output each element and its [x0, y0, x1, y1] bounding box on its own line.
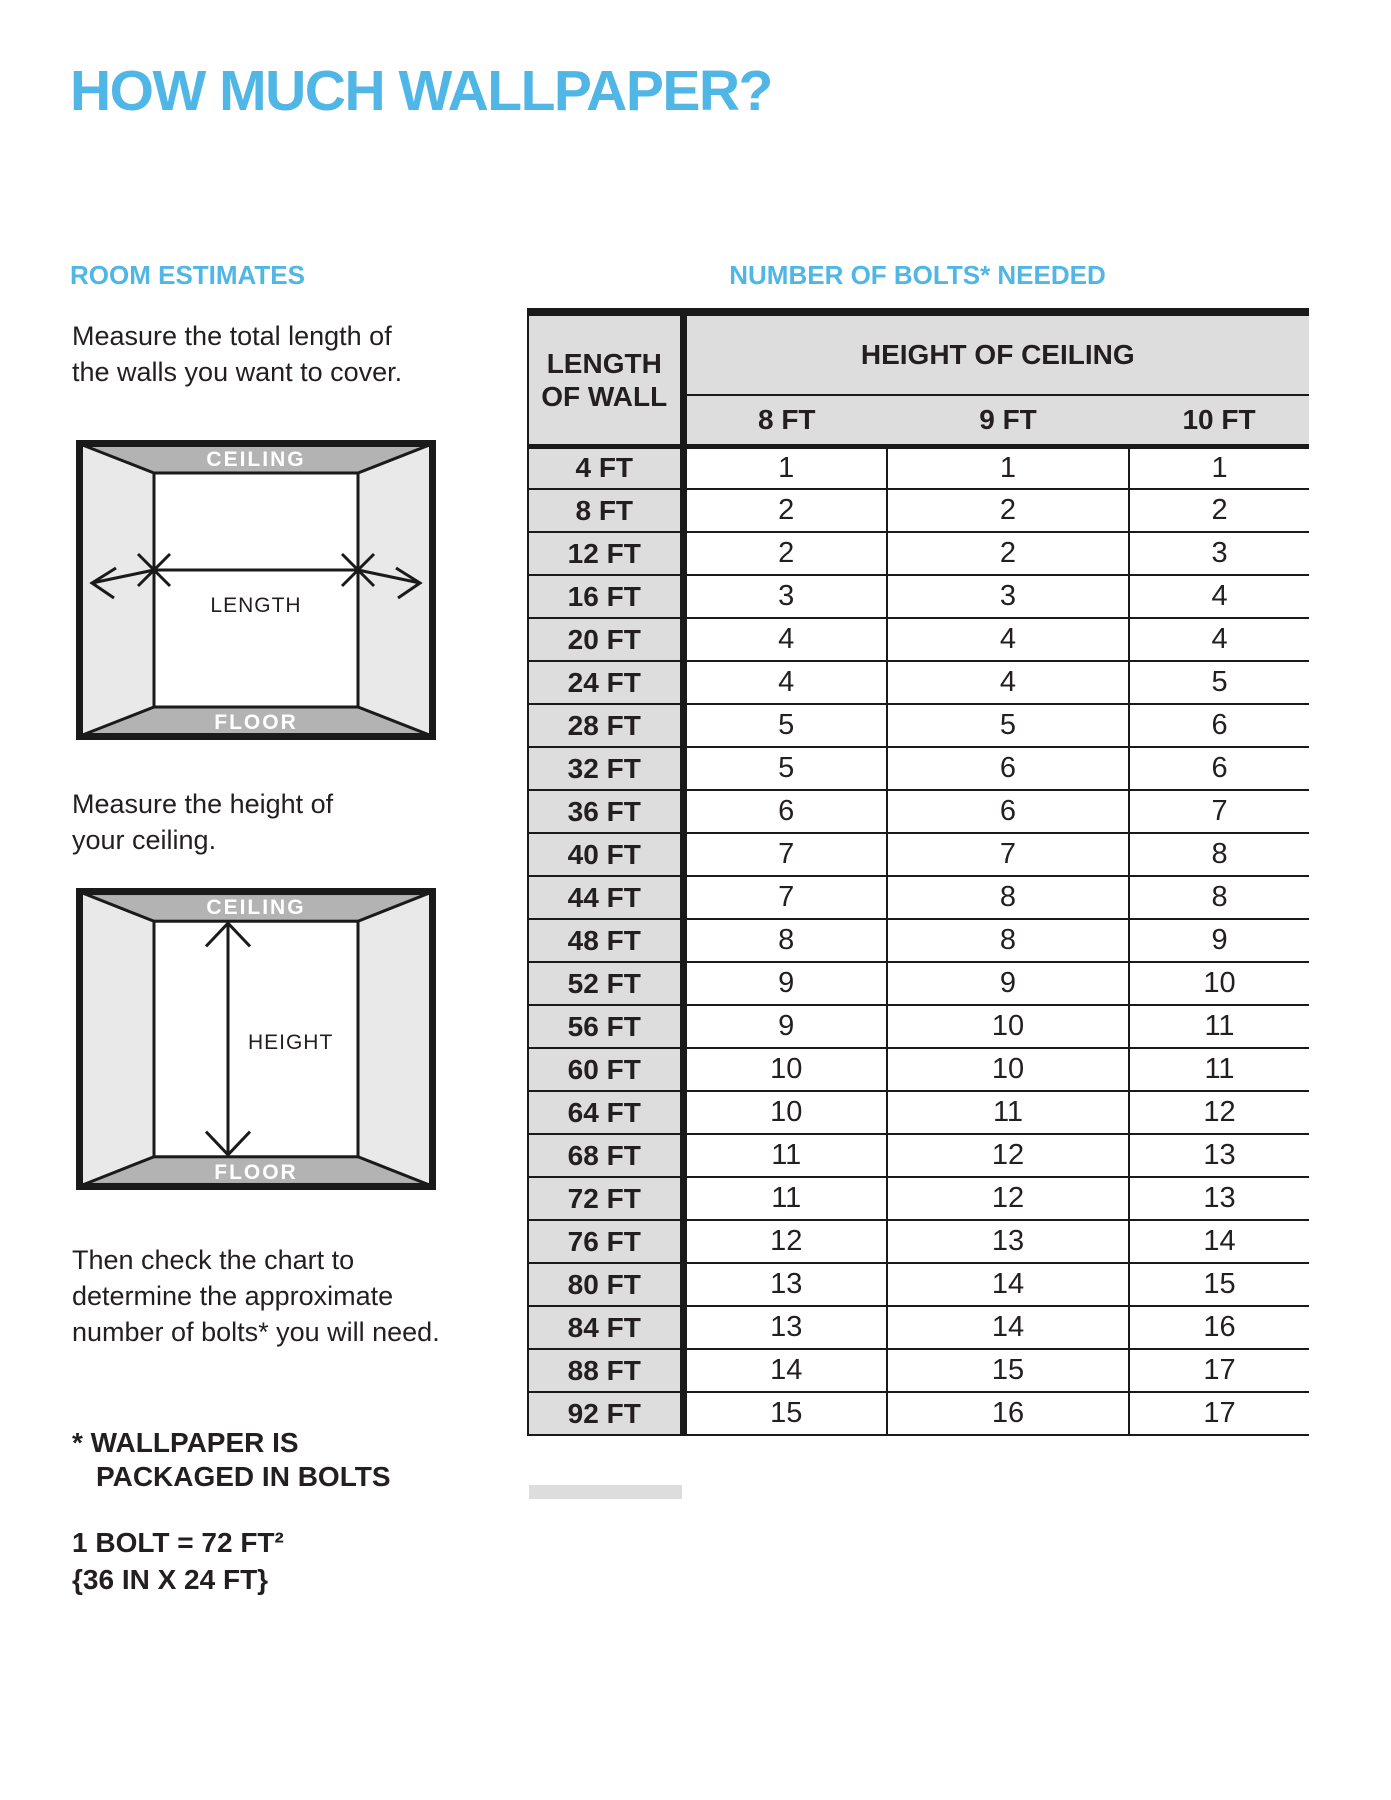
- bolts-value-cell: 13: [1129, 1177, 1309, 1220]
- wall-length-cell: 80 FT: [528, 1263, 683, 1306]
- wall-length-cell: 60 FT: [528, 1048, 683, 1091]
- bolts-value-cell: 1: [683, 446, 887, 489]
- table-row: [528, 704, 1309, 747]
- bolts-value-cell: 2: [683, 532, 887, 575]
- room-height-diagram: [76, 888, 436, 1190]
- table-row: [528, 618, 1309, 661]
- wall-length-cell: 36 FT: [528, 790, 683, 833]
- table-row: [528, 1005, 1309, 1048]
- bolt-info-line: {36 IN X 24 FT}: [72, 1564, 269, 1595]
- wallpaper-bolts-footnote: [72, 1426, 391, 1494]
- bolts-value-cell: 2: [887, 532, 1129, 575]
- wall-length-cell: 16 FT: [528, 575, 683, 618]
- bolts-value-cell: 14: [683, 1349, 887, 1392]
- wall-length-cell: 88 FT: [528, 1349, 683, 1392]
- bolts-table-body: [528, 446, 1309, 1435]
- bolts-value-cell: 9: [683, 1005, 887, 1048]
- bolts-value-cell: 9: [683, 962, 887, 1005]
- bolts-value-cell: 6: [1129, 747, 1309, 790]
- floor-label: FLOOR: [214, 1160, 298, 1184]
- bolts-value-cell: 3: [1129, 532, 1309, 575]
- bolts-value-cell: 8: [1129, 833, 1309, 876]
- wall-length-cell: 32 FT: [528, 747, 683, 790]
- bolts-value-cell: 2: [887, 489, 1129, 532]
- wall-length-cell: 92 FT: [528, 1392, 683, 1435]
- instruction-line: Then check the chart to: [72, 1245, 355, 1275]
- table-row: [528, 790, 1309, 833]
- instruction-line: determine the approximate: [72, 1281, 394, 1311]
- bolts-value-cell: 10: [683, 1048, 887, 1091]
- instruction-line: your ceiling.: [72, 825, 217, 855]
- bolts-value-cell: 9: [887, 962, 1129, 1005]
- room-height-svg: [76, 888, 436, 1190]
- instruction-check-chart: [72, 1242, 440, 1350]
- bolts-value-cell: 7: [887, 833, 1129, 876]
- col-header-8ft: 8 FT: [683, 395, 887, 446]
- wall-length-cell: 64 FT: [528, 1091, 683, 1134]
- table-row: [528, 1392, 1309, 1435]
- bolts-value-cell: 2: [1129, 489, 1309, 532]
- wall-length-cell: 28 FT: [528, 704, 683, 747]
- table-row: [528, 833, 1309, 876]
- wall-length-cell: 40 FT: [528, 833, 683, 876]
- table-row: [528, 661, 1309, 704]
- wall-length-cell: 20 FT: [528, 618, 683, 661]
- wall-length-cell: 4 FT: [528, 446, 683, 489]
- bolts-value-cell: 11: [1129, 1005, 1309, 1048]
- bolts-value-cell: 15: [683, 1392, 887, 1435]
- wall-length-cell: 8 FT: [528, 489, 683, 532]
- wall-length-cell: 84 FT: [528, 1306, 683, 1349]
- table-row: [528, 1220, 1309, 1263]
- bolts-value-cell: 7: [683, 876, 887, 919]
- right-wall-surface: [358, 444, 432, 736]
- table-row: [528, 489, 1309, 532]
- left-wall-surface: [80, 892, 154, 1186]
- instruction-measure-height: [72, 786, 333, 858]
- bolts-value-cell: 11: [683, 1134, 887, 1177]
- ceiling-label: CEILING: [206, 896, 306, 920]
- bolts-value-cell: 10: [887, 1005, 1129, 1048]
- bolts-value-cell: 12: [887, 1177, 1129, 1220]
- bolts-value-cell: 4: [683, 661, 887, 704]
- bolts-value-cell: 5: [683, 747, 887, 790]
- bolts-value-cell: 3: [887, 575, 1129, 618]
- bolts-value-cell: 9: [1129, 919, 1309, 962]
- bolts-value-cell: 12: [683, 1220, 887, 1263]
- bolts-value-cell: 3: [683, 575, 887, 618]
- table-row: [528, 876, 1309, 919]
- col-header-10ft: 10 FT: [1129, 395, 1309, 446]
- length-of-wall-header: [528, 312, 683, 446]
- section-title-number-of-bolts: NUMBER OF BOLTS* NEEDED: [729, 260, 1106, 290]
- floor-label: FLOOR: [214, 711, 298, 734]
- bolts-value-cell: 5: [887, 704, 1129, 747]
- room-length-svg: [76, 440, 436, 740]
- bolts-value-cell: 4: [683, 618, 887, 661]
- bolts-value-cell: 6: [887, 790, 1129, 833]
- length-label: LENGTH: [210, 594, 302, 617]
- instruction-line: Measure the total length of: [72, 321, 392, 351]
- table-row: [528, 1048, 1309, 1091]
- bolts-value-cell: 4: [1129, 618, 1309, 661]
- table-row: [528, 575, 1309, 618]
- bolts-value-cell: 5: [683, 704, 887, 747]
- table-row: [528, 446, 1309, 489]
- bolts-value-cell: 15: [1129, 1263, 1309, 1306]
- table-row: [528, 919, 1309, 962]
- wall-length-cell: 56 FT: [528, 1005, 683, 1048]
- table-footer-strip: [529, 1485, 682, 1499]
- table-row: [528, 1349, 1309, 1392]
- instruction-line: the walls you want to cover.: [72, 357, 403, 387]
- bolts-value-cell: 14: [1129, 1220, 1309, 1263]
- table-row: [528, 747, 1309, 790]
- bolts-value-cell: 17: [1129, 1392, 1309, 1435]
- bolts-value-cell: 7: [1129, 790, 1309, 833]
- col-header-9ft: 9 FT: [887, 395, 1129, 446]
- bolts-value-cell: 11: [683, 1177, 887, 1220]
- bolts-value-cell: 4: [887, 661, 1129, 704]
- height-label: HEIGHT: [248, 1031, 334, 1055]
- bolts-value-cell: 13: [887, 1220, 1129, 1263]
- bolts-value-cell: 4: [887, 618, 1129, 661]
- length-of-wall-header-line: LENGTH: [546, 347, 662, 379]
- bolts-value-cell: 6: [887, 747, 1129, 790]
- bolts-value-cell: 10: [683, 1091, 887, 1134]
- bolts-value-cell: 17: [1129, 1349, 1309, 1392]
- wall-length-cell: 12 FT: [528, 532, 683, 575]
- wall-length-cell: 52 FT: [528, 962, 683, 1005]
- bolts-value-cell: 5: [1129, 661, 1309, 704]
- height-of-ceiling-header: HEIGHT OF CEILING: [683, 312, 1309, 395]
- wall-length-cell: 72 FT: [528, 1177, 683, 1220]
- bolts-value-cell: 8: [683, 919, 887, 962]
- bolts-value-cell: 15: [887, 1349, 1129, 1392]
- section-title-room-estimates: ROOM ESTIMATES: [70, 260, 305, 290]
- bolts-value-cell: 6: [1129, 704, 1309, 747]
- bolt-size-info: [72, 1524, 284, 1598]
- footnote-line: * WALLPAPER IS: [72, 1427, 299, 1458]
- bolts-value-cell: 4: [1129, 575, 1309, 618]
- bolts-table: [527, 308, 1309, 1436]
- room-length-diagram: [76, 440, 436, 740]
- back-wall-surface: [154, 473, 358, 707]
- bolts-value-cell: 13: [1129, 1134, 1309, 1177]
- table-row: [528, 532, 1309, 575]
- wall-length-cell: 44 FT: [528, 876, 683, 919]
- wall-length-cell: 24 FT: [528, 661, 683, 704]
- bolts-value-cell: 12: [1129, 1091, 1309, 1134]
- length-of-wall-header-line: OF WALL: [541, 380, 668, 412]
- bolts-value-cell: 14: [887, 1263, 1129, 1306]
- wall-length-cell: 76 FT: [528, 1220, 683, 1263]
- bolts-value-cell: 16: [887, 1392, 1129, 1435]
- wall-length-cell: 68 FT: [528, 1134, 683, 1177]
- right-wall-surface: [358, 892, 432, 1186]
- instruction-measure-length: [72, 318, 402, 390]
- bolts-value-cell: 8: [1129, 876, 1309, 919]
- bolts-value-cell: 8: [887, 919, 1129, 962]
- page-title: HOW MUCH WALLPAPER?: [70, 59, 772, 123]
- bolts-value-cell: 8: [887, 876, 1129, 919]
- bolts-value-cell: 13: [683, 1263, 887, 1306]
- instruction-line: Measure the height of: [72, 789, 334, 819]
- bolts-value-cell: 16: [1129, 1306, 1309, 1349]
- bolts-value-cell: 13: [683, 1306, 887, 1349]
- bolts-value-cell: 1: [1129, 446, 1309, 489]
- bolts-value-cell: 12: [887, 1134, 1129, 1177]
- bolts-value-cell: 2: [683, 489, 887, 532]
- footnote-line: PACKAGED IN BOLTS: [96, 1461, 391, 1492]
- wall-length-cell: 48 FT: [528, 919, 683, 962]
- bolts-value-cell: 1: [887, 446, 1129, 489]
- bolts-value-cell: 6: [683, 790, 887, 833]
- left-wall-surface: [80, 444, 154, 736]
- bolts-value-cell: 10: [1129, 962, 1309, 1005]
- bolts-value-cell: 11: [1129, 1048, 1309, 1091]
- bolts-value-cell: 14: [887, 1306, 1129, 1349]
- bolts-value-cell: 7: [683, 833, 887, 876]
- ceiling-label: CEILING: [206, 448, 306, 471]
- table-row: [528, 962, 1309, 1005]
- bolt-info-line: 1 BOLT = 72 FT²: [72, 1527, 284, 1558]
- bolts-value-cell: 11: [887, 1091, 1129, 1134]
- table-row: [528, 1177, 1309, 1220]
- table-row: [528, 1091, 1309, 1134]
- table-row: [528, 1134, 1309, 1177]
- instruction-line: number of bolts* you will need.: [72, 1317, 440, 1347]
- table-row: [528, 1263, 1309, 1306]
- table-row: [528, 1306, 1309, 1349]
- bolts-value-cell: 10: [887, 1048, 1129, 1091]
